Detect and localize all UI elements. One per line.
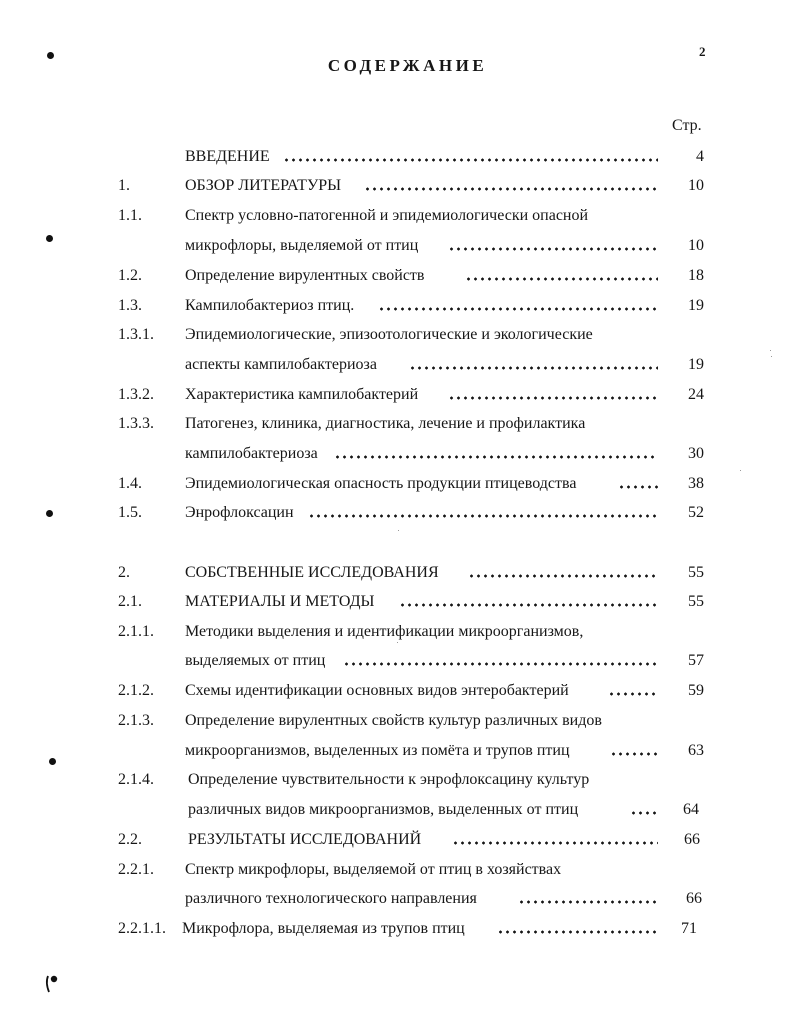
toc-entry-continuation[interactable] — [0, 799, 791, 821]
toc-entry-intro[interactable] — [0, 146, 791, 168]
scan-speck — [771, 356, 772, 357]
dot-leader — [608, 680, 658, 702]
toc-entry[interactable] — [0, 769, 791, 791]
toc-entry-page: 24 — [688, 386, 704, 403]
toc-entry-number: 2.1.1. — [118, 623, 154, 640]
dot-leader — [409, 354, 658, 376]
dot-leader — [465, 265, 658, 287]
toc-entry-title: Патогенез, клиника, диагностика, лечение и профилактика — [185, 415, 586, 432]
toc-entry[interactable] — [0, 859, 791, 881]
dot-leader — [283, 146, 658, 168]
toc-entry[interactable] — [0, 918, 791, 940]
toc-entry-page: 38 — [688, 475, 704, 492]
toc-entry-page: 10 — [688, 237, 704, 254]
toc-entry-title: микрофлоры, выделяемой от птиц — [185, 237, 419, 254]
toc-entry-number: 1.3.2. — [118, 386, 154, 403]
toc-entry-title: МАТЕРИАЛЫ И МЕТОДЫ — [185, 593, 375, 610]
dot-leader — [497, 918, 658, 940]
toc-entry-number: 1.1. — [118, 207, 142, 224]
page-column-label: Стр. — [672, 117, 702, 134]
binder-hole-mark — [46, 510, 53, 517]
toc-entry-number: 1. — [118, 177, 130, 194]
toc-entry-number: 2.1.3. — [118, 712, 154, 729]
toc-entry-page: 19 — [688, 356, 704, 373]
dot-leader — [399, 591, 658, 613]
scan-speck — [397, 642, 398, 643]
toc-entry[interactable] — [0, 710, 791, 732]
toc-entry-title: кампилобактериоза — [185, 445, 318, 462]
dot-leader — [378, 295, 658, 317]
toc-entry-title: Кампилобактериоз птиц. — [185, 297, 355, 314]
toc-entry-title: Определение вирулентных свойств культур различных видов — [185, 712, 602, 729]
dot-leader — [468, 562, 658, 584]
dot-leader — [334, 443, 658, 465]
page-title: СОДЕРЖАНИЕ — [327, 56, 488, 75]
toc-entry-page: 10 — [688, 177, 704, 194]
toc-entry-continuation[interactable] — [0, 443, 791, 465]
toc-entry-title: Определение вирулентных свойств — [185, 267, 425, 284]
toc-entry-page: 59 — [688, 682, 704, 699]
toc-entry-page: 71 — [681, 920, 697, 937]
toc-entry-page: 30 — [688, 445, 704, 462]
toc-entry-number: 2.2.1.1. — [118, 920, 166, 937]
dot-leader — [343, 650, 658, 672]
toc-entry-title: Энрофлоксацин — [185, 504, 294, 521]
toc-entry-title: ВВЕДЕНИЕ — [185, 148, 270, 165]
dot-leader — [364, 175, 658, 197]
dot-leader — [452, 829, 658, 851]
toc-entry-title: РЕЗУЛЬТАТЫ ИССЛЕДОВАНИЙ — [188, 831, 422, 848]
toc-entry-page: 57 — [688, 652, 704, 669]
toc-entry-number: 2. — [118, 564, 130, 581]
toc-entry[interactable] — [0, 562, 791, 584]
toc-entry-continuation[interactable] — [0, 235, 791, 257]
scan-speck — [398, 530, 399, 531]
toc-entry-title: Определение чувствительности к энрофлоксацину культур — [188, 771, 590, 788]
page-number: 2 — [699, 44, 706, 59]
toc-entry-title: микроорганизмов, выделенных из помёта и трупов птиц — [185, 742, 570, 759]
dot-leader — [618, 473, 658, 495]
dot-leader — [448, 384, 658, 406]
toc-entry[interactable] — [0, 324, 791, 346]
toc-entry[interactable] — [0, 205, 791, 227]
toc-entry[interactable] — [0, 473, 791, 495]
toc-entry-page: 4 — [696, 148, 704, 165]
toc-entry-title: выделяемых от птиц — [185, 652, 326, 669]
dot-leader — [518, 888, 658, 910]
toc-entry-number: 1.3.1. — [118, 326, 154, 343]
toc-entry-continuation[interactable] — [0, 354, 791, 376]
dot-leader — [308, 502, 658, 524]
dot-leader — [448, 235, 658, 257]
toc-entry[interactable] — [0, 384, 791, 406]
toc-entry-title: СОБСТВЕННЫЕ ИССЛЕДОВАНИЯ — [185, 564, 439, 581]
toc-entry-title: Характеристика кампилобактерий — [185, 386, 419, 403]
toc-entry-title: различных видов микроорганизмов, выделенных от птиц — [188, 801, 579, 818]
toc-entry-title: Спектр условно-патогенной и эпидемиологически опасной — [185, 207, 589, 224]
toc-entry-page: 52 — [688, 504, 704, 521]
toc-entry-continuation[interactable] — [0, 888, 791, 910]
toc-entry[interactable] — [0, 829, 791, 851]
dot-leader — [630, 799, 658, 821]
toc-entry[interactable] — [0, 295, 791, 317]
toc-entry-number: 1.5. — [118, 504, 142, 521]
toc-entry-page: 63 — [688, 742, 704, 759]
binder-hole-mark — [49, 758, 56, 765]
toc-entry-continuation[interactable] — [0, 740, 791, 762]
toc-entry-continuation[interactable] — [0, 650, 791, 672]
toc-entry-title: аспекты кампилобактериоза — [185, 356, 377, 373]
toc-entry-title: Спектр микрофлоры, выделяемой от птиц в хозяйствах — [185, 861, 562, 878]
toc-entry-number: 1.4. — [118, 475, 142, 492]
toc-entry-number: 1.3. — [118, 297, 142, 314]
toc-entry-title: различного технологического направления — [185, 890, 477, 907]
toc-entry-page: 64 — [683, 801, 699, 818]
toc-entry-page: 66 — [684, 831, 700, 848]
toc-entry-page: 18 — [688, 267, 704, 284]
toc-entry-number: 2.1.4. — [118, 771, 154, 788]
toc-entry-page: 55 — [688, 593, 704, 610]
toc-entry-number: 1.3.3. — [118, 415, 154, 432]
toc-entry[interactable] — [0, 175, 791, 197]
toc-entry-number: 1.2. — [118, 267, 142, 284]
binder-hole-mark — [47, 52, 54, 59]
toc-entry[interactable] — [0, 591, 791, 613]
dot-leader — [610, 740, 658, 762]
toc-entry[interactable] — [0, 680, 791, 702]
scan-speck — [770, 350, 771, 351]
toc-entry[interactable] — [0, 265, 791, 287]
toc-entry-title: Методики выделения и идентификации микроорганизмов, — [185, 623, 584, 640]
toc-entry-title: Схемы идентификации основных видов энтеробактерий — [185, 682, 569, 699]
toc-entry-title: ОБЗОР ЛИТЕРАТУРЫ — [185, 177, 342, 194]
scan-speck — [740, 470, 741, 471]
toc-entry-page: 55 — [688, 564, 704, 581]
toc-entry-title: Микрофлора, выделяемая из трупов птиц — [182, 920, 465, 937]
toc-entry-number: 2.2. — [118, 831, 142, 848]
scan-corner-mark — [43, 972, 61, 994]
toc-entry-page: 66 — [686, 890, 702, 907]
toc-entry-number: 2.1. — [118, 593, 142, 610]
binder-hole-mark — [46, 235, 53, 242]
toc-entry[interactable] — [0, 502, 791, 524]
toc-entry-title: Эпидемиологическая опасность продукции птицеводства — [185, 475, 577, 492]
toc-entry[interactable] — [0, 621, 791, 643]
toc-entry-page: 19 — [688, 297, 704, 314]
toc-entry-number: 2.2.1. — [118, 861, 154, 878]
toc-entry[interactable] — [0, 413, 791, 435]
toc-entry-number: 2.1.2. — [118, 682, 154, 699]
toc-entry-title: Эпидемиологические, эпизоотологические и экологические — [185, 326, 593, 343]
